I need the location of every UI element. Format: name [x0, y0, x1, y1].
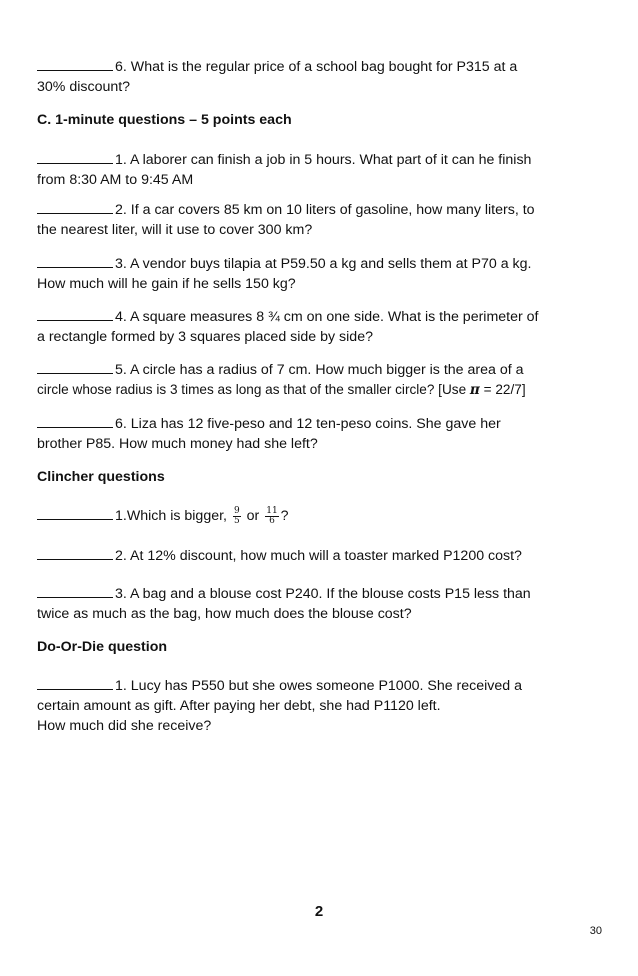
answer-blank[interactable] [37, 199, 113, 214]
answer-blank[interactable] [37, 306, 113, 321]
answer-blank[interactable] [37, 413, 113, 428]
question-text-cont: brother P85. How much money had she left? [37, 436, 318, 452]
question-text: Liza has 12 five-peso and 12 ten-peso coins. She gave her [130, 416, 501, 432]
page-number: 2 [314, 903, 324, 920]
answer-blank[interactable] [37, 253, 113, 268]
question-number: 6. [115, 59, 127, 75]
question-text: A square measures 8 ¾ cm on one side. What is the perimeter of [130, 309, 539, 325]
answer-blank[interactable] [37, 505, 113, 520]
clincher-question-2 [37, 545, 602, 566]
question-text-cont: circle whose radius is 3 times as long as that of the smaller circle? [Use [37, 382, 470, 397]
question-text: A vendor buys tilapia at P59.50 a kg and sells them at P70 a kg. [130, 256, 532, 272]
section-c-question-3 [37, 253, 602, 294]
question-text-end: = 22/7] [479, 382, 526, 397]
question-text-cont: from 8:30 AM to 9:45 AM [37, 172, 194, 188]
question-text-cont: certain amount as gift. After paying her debt, she had P1120 left. [37, 698, 441, 714]
question-number: 2. [115, 548, 127, 564]
answer-blank[interactable] [37, 583, 113, 598]
corner-page-number: 30 [589, 925, 602, 937]
question-number: 1. [115, 678, 127, 694]
answer-blank[interactable] [37, 359, 113, 374]
clincher-heading: Clincher questions [37, 469, 165, 485]
question-6-top [37, 56, 602, 97]
question-text: If a car covers 85 km on 10 liters of gasoline, how many liters, to [130, 202, 535, 218]
or-text: or [246, 508, 260, 524]
fraction-eleven-sixths: $\frac{11}{6}$ [266, 505, 278, 526]
question-text: At 12% discount, how much will a toaster marked P1200 cost? [130, 548, 522, 564]
question-number: 5. [115, 362, 127, 378]
question-text: Which is bigger, [126, 508, 227, 524]
question-mark: ? [280, 508, 289, 524]
section-c-question-1 [37, 149, 602, 190]
answer-blank[interactable] [37, 56, 113, 71]
fraction-nine-fifths: $\frac{9}{5}$ [233, 505, 240, 526]
question-text: Lucy has P550 but she owes someone P1000. She received a [130, 678, 522, 694]
section-c-heading: C. 1-minute questions – 5 points each [37, 112, 292, 128]
question-text-cont: twice as much as the bag, how much does the blouse cost? [37, 606, 412, 622]
answer-blank[interactable] [37, 149, 113, 164]
question-text-cont: a rectangle formed by 3 squares placed side by side? [37, 329, 373, 345]
question-text-cont: the nearest liter, will it use to cover 300 km? [37, 222, 313, 238]
do-or-die-question-1 [37, 675, 602, 736]
pi-symbol: π [469, 382, 480, 398]
question-number: 2. [115, 202, 127, 218]
question-text: What is the regular price of a school bag bought for P315 at a [130, 59, 518, 75]
question-text-cont-2: How much did she receive? [37, 718, 212, 734]
question-number: 3. [115, 256, 127, 272]
question-text-cont: How much will he gain if he sells 150 kg? [37, 276, 296, 292]
question-number: 1. [115, 152, 127, 168]
question-text: A laborer can finish a job in 5 hours. What part of it can he finish [130, 152, 532, 168]
question-number: 6. [115, 416, 127, 432]
question-text: A circle has a radius of 7 cm. How much bigger is the area of a [130, 362, 524, 378]
answer-blank[interactable] [37, 675, 113, 690]
question-number: 1. [115, 508, 127, 524]
answer-blank[interactable] [37, 545, 113, 560]
do-or-die-heading: Do-Or-Die question [37, 639, 168, 655]
question-text-cont: 30% discount? [37, 79, 131, 95]
section-c-question-2 [37, 199, 602, 240]
section-c-question-6 [37, 413, 602, 454]
question-text: A bag and a blouse cost P240. If the blouse costs P15 less than [130, 586, 531, 602]
clincher-question-1 [37, 505, 602, 526]
question-number: 3. [115, 586, 127, 602]
section-c-question-4 [37, 306, 602, 347]
clincher-question-3 [37, 583, 602, 624]
section-c-question-5 [37, 359, 617, 400]
question-number: 4. [115, 309, 127, 325]
